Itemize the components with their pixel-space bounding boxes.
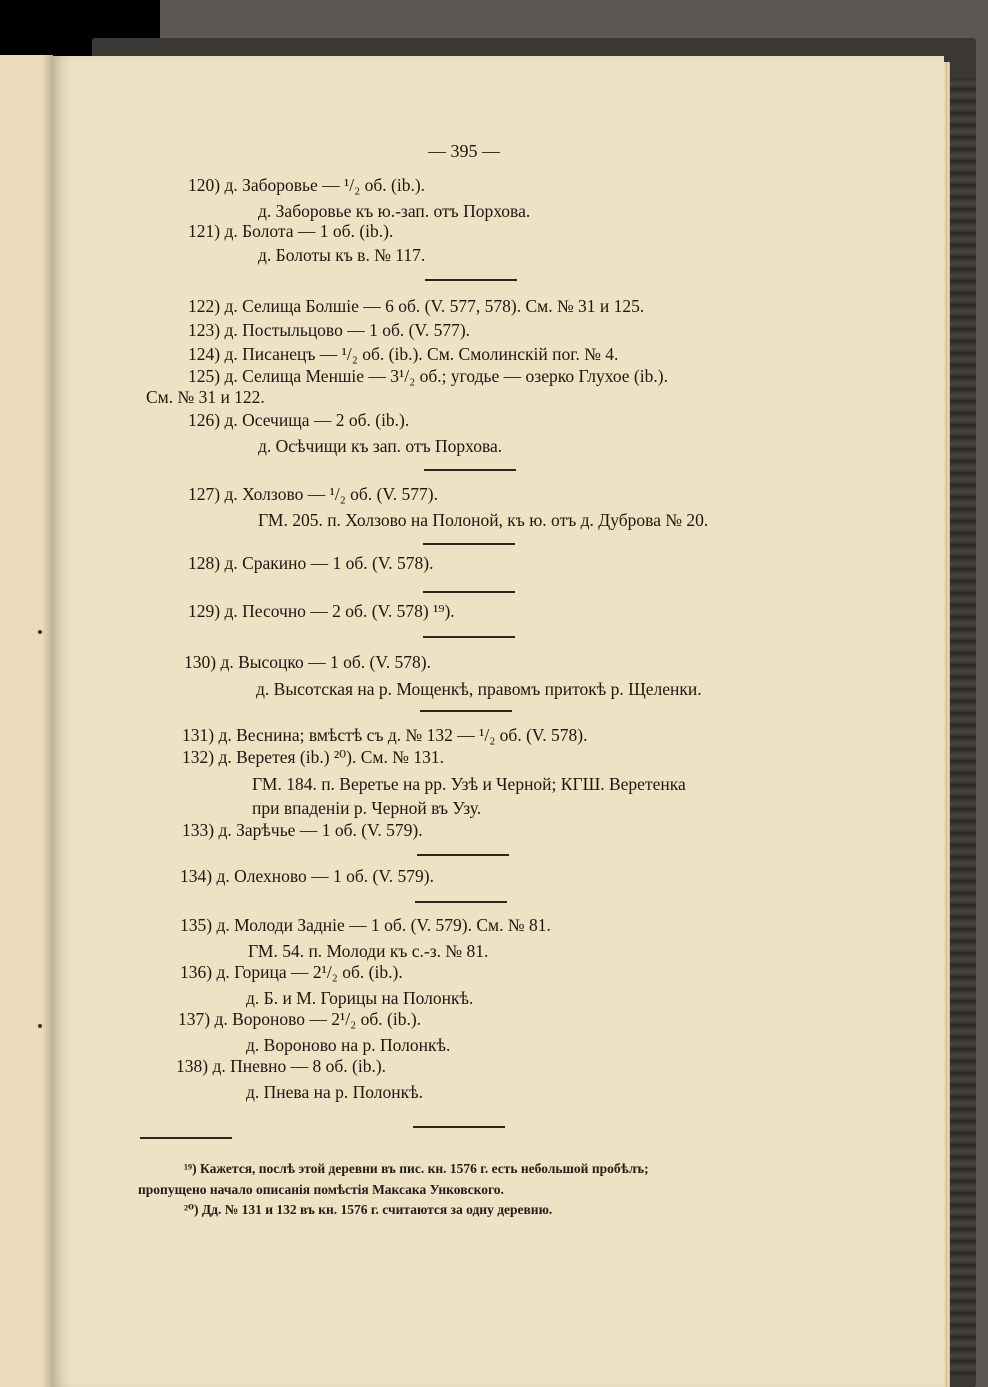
entry-128: 128) д. Сракино — 1 об. (V. 578). bbox=[188, 553, 434, 573]
entry-125: 125) д. Селища Меншіе — 3¹/₂ об.; угодье — озерко Глухое (ib.). bbox=[188, 366, 668, 386]
entry-130: 130) д. Высоцко — 1 об. (V. 578). bbox=[184, 652, 431, 672]
entry-137-note: д. Вороново на р. Полонкѣ. bbox=[246, 1035, 451, 1055]
section-rule bbox=[413, 1126, 505, 1128]
section-rule bbox=[424, 469, 516, 471]
section-rule bbox=[415, 901, 507, 903]
page-number: — 395 — bbox=[428, 141, 500, 161]
entry-120: 120) д. Заборовье — ¹/₂ об. (ib.). bbox=[188, 175, 426, 195]
footnote-19: ¹⁹) Кажется, послѣ этой деревни въ пис. кн. 1576 г. есть небольшой пробѣлъ; bbox=[184, 1161, 649, 1176]
footnote-separator bbox=[140, 1137, 232, 1139]
section-rule bbox=[425, 279, 517, 281]
entry-132-note-cont: при впаденіи р. Черной въ Узу. bbox=[252, 798, 482, 818]
entry-136-note: д. Б. и М. Горицы на Полонкѣ. bbox=[246, 988, 474, 1008]
entry-135: 135) д. Молоди Задніе — 1 об. (V. 579). См. № 81. bbox=[180, 915, 551, 935]
entry-130-note: д. Высотская на р. Мощенкѣ, правомъ притокѣ р. Щеленки. bbox=[256, 679, 702, 699]
entry-126-note: д. Осѣчищи къ зап. отъ Порхова. bbox=[258, 436, 503, 456]
binding-mark bbox=[38, 630, 42, 634]
entry-138-note: д. Пнева на р. Полонкѣ. bbox=[246, 1082, 423, 1102]
left-page-edge bbox=[0, 55, 53, 1387]
entry-123: 123) д. Постыльцово — 1 об. (V. 577). bbox=[188, 320, 471, 340]
section-rule bbox=[417, 854, 509, 856]
entry-129: 129) д. Песочно — 2 об. (V. 578) ¹⁹). bbox=[188, 601, 455, 621]
entry-131: 131) д. Веснина; вмѣстѣ съ д. № 132 — ¹/₂ об. (V. 578). bbox=[182, 725, 588, 745]
section-rule bbox=[423, 591, 515, 593]
entry-137: 137) д. Вороново — 2¹/₂ об. (ib.). bbox=[178, 1009, 422, 1029]
entry-127-note: ГМ. 205. п. Холзово на Полоной, къ ю. отъ д. Дуброва № 20. bbox=[258, 510, 709, 530]
entry-133: 133) д. Зарѣчье — 1 об. (V. 579). bbox=[182, 820, 423, 840]
entry-126: 126) д. Осечища — 2 об. (ib.). bbox=[188, 410, 410, 430]
entry-125-cont: См. № 31 и 122. bbox=[146, 387, 265, 407]
entry-138: 138) д. Пневно — 8 об. (ib.). bbox=[176, 1056, 387, 1076]
entry-122: 122) д. Селища Болшіе — 6 об. (V. 577, 578). См. № 31 и 125. bbox=[188, 296, 645, 316]
entry-136: 136) д. Горица — 2¹/₂ об. (ib.). bbox=[180, 962, 403, 982]
footnote-20: ²⁰) Дд. № 131 и 132 въ кн. 1576 г. считаются за одну деревню. bbox=[184, 1202, 553, 1217]
section-rule bbox=[423, 636, 515, 638]
section-rule bbox=[423, 543, 515, 545]
entry-135-note: ГМ. 54. п. Молоди къ с.-з. № 81. bbox=[248, 941, 489, 961]
binding-mark bbox=[38, 1024, 42, 1028]
entry-121-note: д. Болоты къ в. № 117. bbox=[258, 245, 426, 265]
section-rule bbox=[420, 710, 512, 712]
entry-134: 134) д. Олехново — 1 об. (V. 579). bbox=[180, 866, 434, 886]
page-crease bbox=[42, 55, 52, 1387]
entry-127: 127) д. Холзово — ¹/₂ об. (V. 577). bbox=[188, 484, 438, 504]
entry-132-note: ГМ. 184. п. Веретье на рр. Узѣ и Черной; КГШ. Веретенка bbox=[252, 774, 686, 794]
entry-124: 124) д. Писанецъ — ¹/₂ об. (ib.). См. Смолинскій пог. № 4. bbox=[188, 344, 619, 364]
entry-132: 132) д. Веретея (ib.) ²⁰). См. № 131. bbox=[182, 747, 444, 767]
entry-120-note: д. Заборовье къ ю.-зап. отъ Порхова. bbox=[258, 201, 531, 221]
entry-121: 121) д. Болота — 1 об. (ib.). bbox=[188, 221, 394, 241]
footnote-19-cont: пропущено начало описанія помѣстія Максака Унковского. bbox=[138, 1182, 504, 1197]
